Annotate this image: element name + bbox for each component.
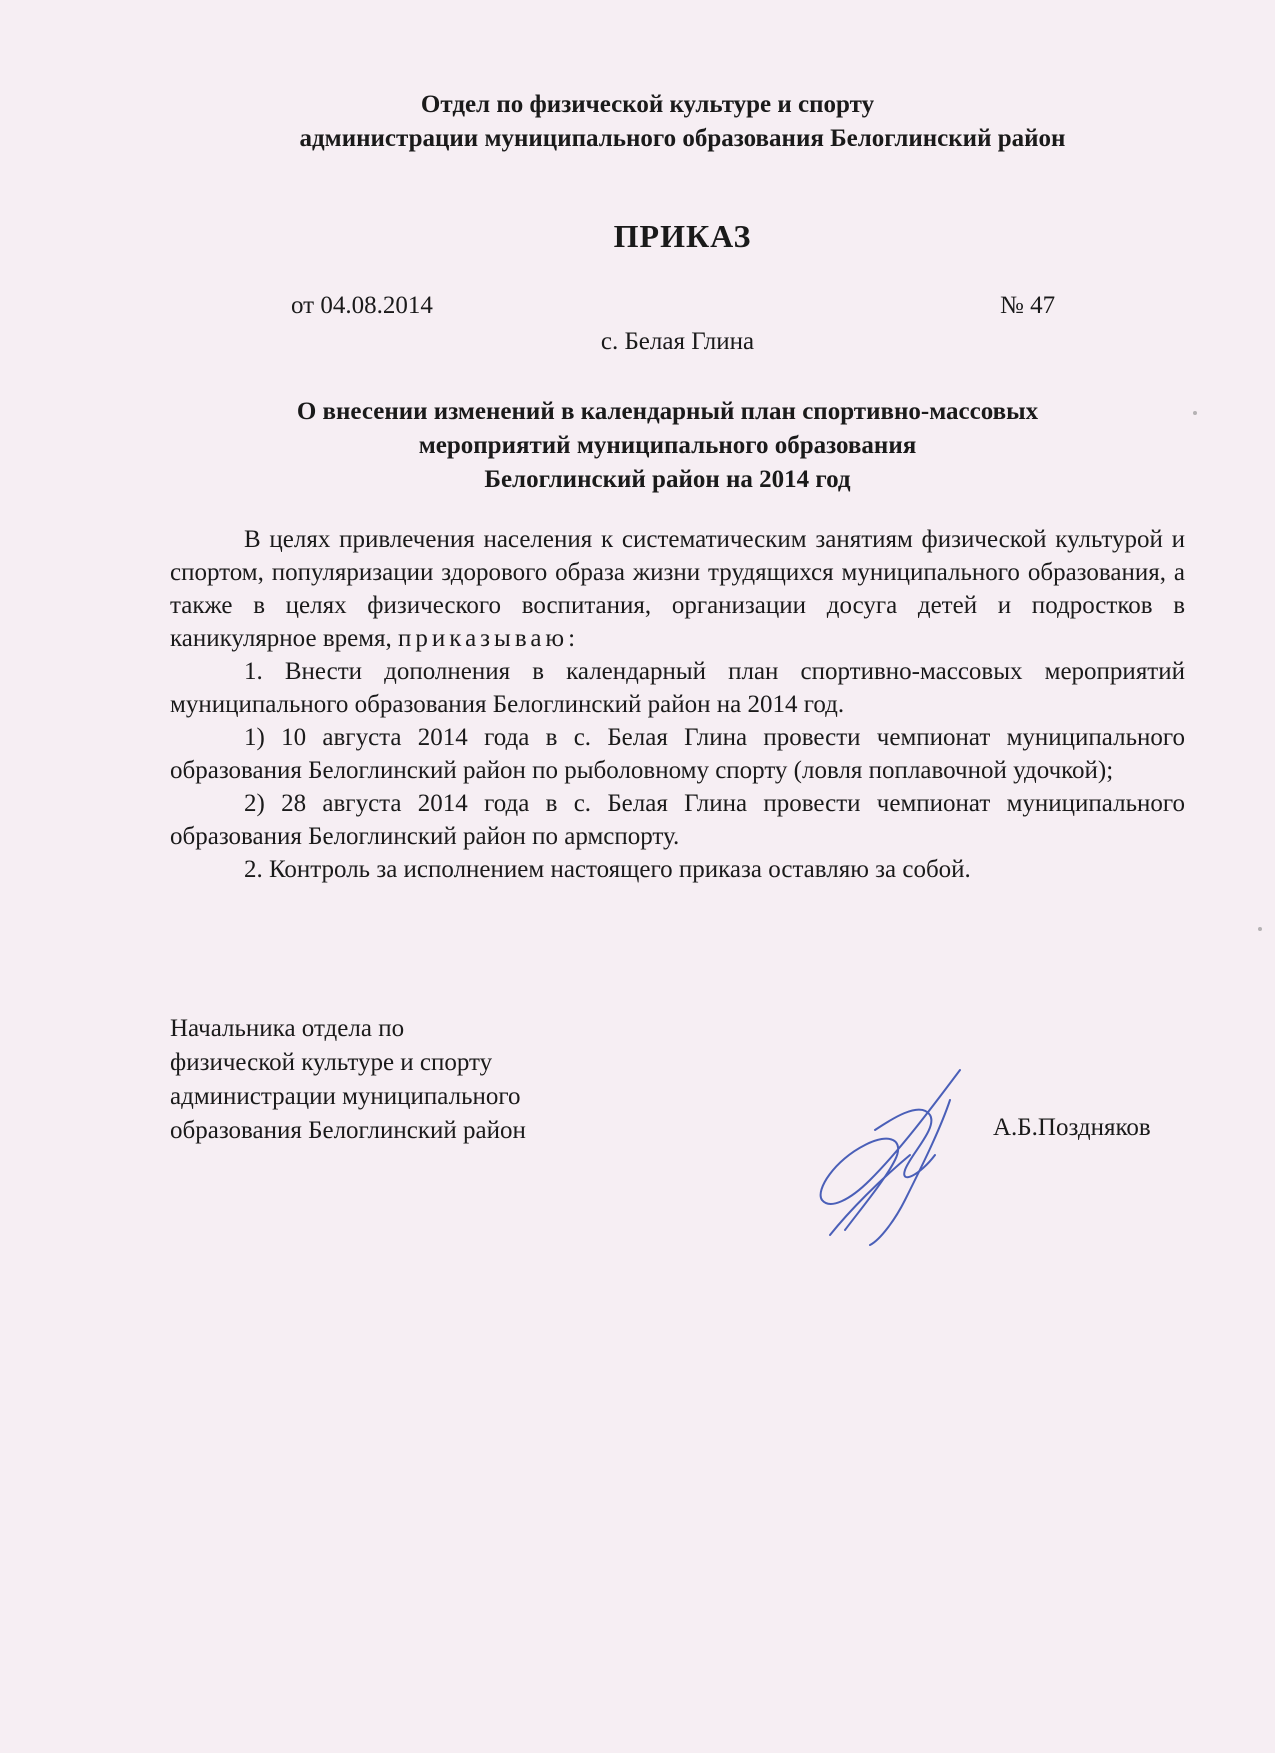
order-body bbox=[170, 523, 1185, 886]
order-place: с. Белая Глина bbox=[600, 328, 755, 355]
subject-line-3: Белоглинский район на 2014 год bbox=[484, 466, 851, 493]
item-2: 2. Контроль за исполнением настоящего приказа оставляю за собой. bbox=[244, 856, 971, 883]
header-line-1: Отдел по физической культуре и спорту bbox=[420, 91, 875, 118]
item-1-2: 2) 28 августа 2014 года в с. Белая Глина провести чемпионат муниципального образования Белоглинский район по армспорту. bbox=[170, 790, 1185, 850]
handwritten-signature bbox=[810, 1060, 990, 1250]
item-1: 1. Внести дополнения в календарный план спортивно-массовых мероприятий муниципального образования Белоглинский район на 2014 год. bbox=[170, 658, 1185, 718]
position-line-4: образования Белоглинский район bbox=[170, 1117, 526, 1144]
signature-stroke-1 bbox=[821, 1070, 960, 1230]
intro-paragraph bbox=[170, 523, 1185, 655]
signature-stroke-2 bbox=[875, 1110, 935, 1178]
signature-stroke-4 bbox=[830, 1155, 910, 1235]
order-subject bbox=[0, 395, 1275, 497]
order-number: № 47 bbox=[1000, 292, 1056, 319]
signature-stroke-3 bbox=[870, 1100, 950, 1245]
document-title: ПРИКАЗ bbox=[613, 218, 752, 254]
order-word: приказываю: bbox=[398, 625, 580, 652]
position-line-1: Начальника отдела по bbox=[170, 1015, 405, 1042]
intro-text: В целях привлечения населения к систематическим занятиям физической культурой и спортом, популяризации здорового образа жизни трудящихся муниципального образования, а также в целях физического воспитания, организации досуга детей и подростков в каникулярное время, bbox=[170, 526, 1185, 652]
item-1-1: 1) 10 августа 2014 года в с. Белая Глина провести чемпионат муниципального образования Белоглинский район по рыболовному спорту (ловля поплавочной удочкой); bbox=[170, 724, 1185, 784]
organization-header bbox=[0, 88, 1275, 156]
header-line-2: администрации муниципального образования Белоглинский район bbox=[299, 125, 1066, 152]
position-line-3: администрации муниципального bbox=[170, 1083, 521, 1110]
scan-speck bbox=[1258, 927, 1262, 931]
scan-speck bbox=[1193, 411, 1197, 415]
signer-name: А.Б.Поздняков bbox=[993, 1114, 1151, 1141]
position-line-2: физической культуре и спорту bbox=[170, 1049, 493, 1076]
subject-line-1: О внесении изменений в календарный план спортивно-массовых bbox=[296, 398, 1039, 425]
order-date: от 04.08.2014 bbox=[291, 292, 433, 319]
signer-position bbox=[170, 1012, 526, 1148]
subject-line-2: мероприятий муниципального образования bbox=[418, 432, 917, 459]
